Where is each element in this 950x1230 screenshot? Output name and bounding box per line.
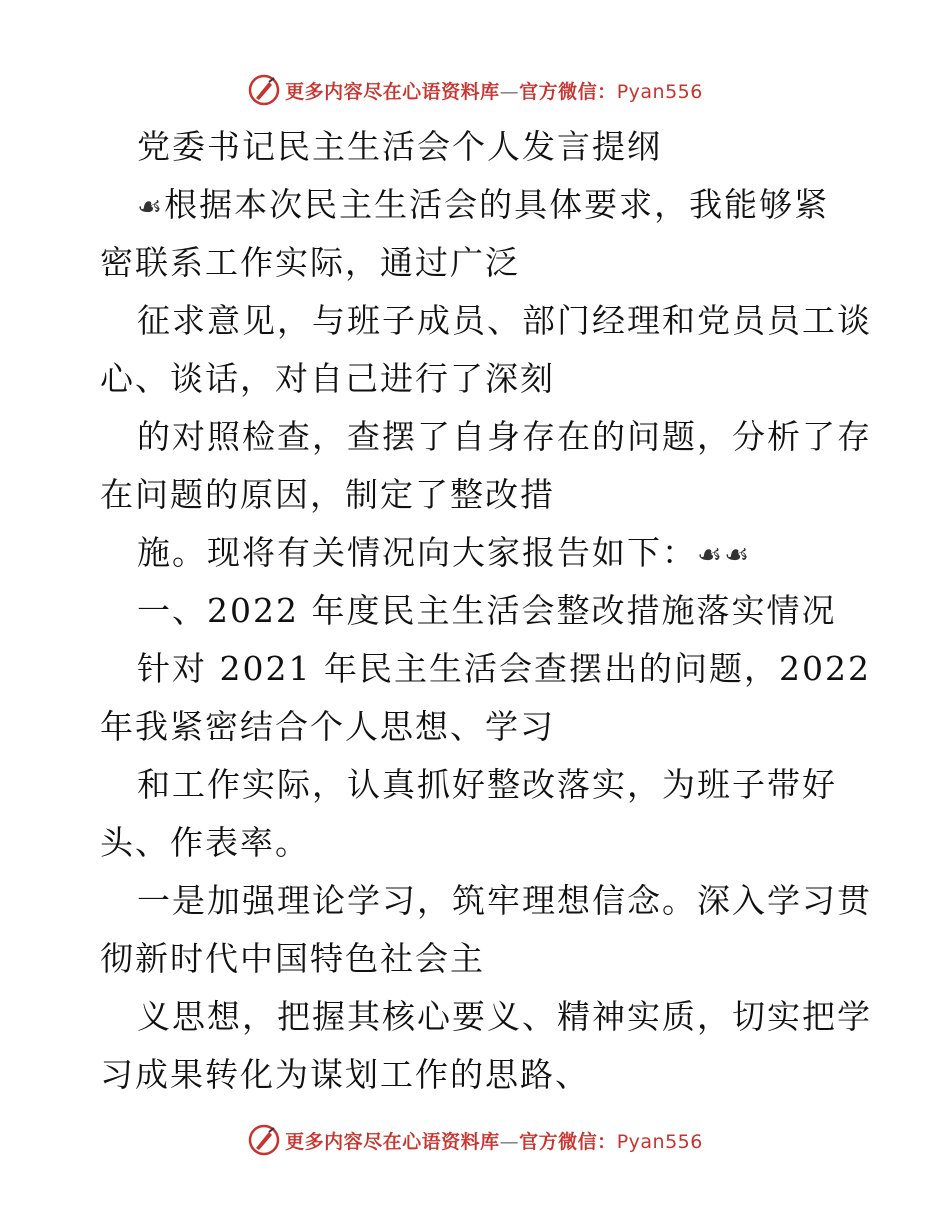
text-line: 义思想，把握其核心要义、精神实质，切实把学 [137, 997, 872, 1036]
watermark-text: 更多内容尽在心语资料库—官方微信：Pyan556 [285, 80, 703, 103]
watermark-text: 更多内容尽在心语资料库—官方微信：Pyan556 [285, 1130, 703, 1153]
text-line: 密联系工作实际，通过广泛 [100, 243, 520, 282]
text-line: 针对 2021 年民主生活会查摆出的问题，2022 [137, 649, 871, 688]
document-body [100, 118, 872, 1104]
text-line: 征求意见，与班子成员、部门经理和党员员工谈 [137, 301, 872, 340]
text-line: 施。现将有关情况向大家报告如下：☙☙ [137, 533, 752, 572]
text-line: 的对照检查，查摆了自身存在的问题，分析了存 [137, 417, 872, 456]
text-line: 心、谈话，对自己进行了深刻 [100, 359, 555, 398]
section-heading: 一、2022 年度民主生活会整改措施落实情况 [137, 591, 837, 630]
ornament-flourish-icon: ☙ [137, 190, 165, 223]
page-title: 党委书记民主生活会个人发言提纲 [137, 127, 662, 166]
watermark-footer [0, 1120, 950, 1160]
text-line: 和工作实际，认真抓好整改落实，为班子带好 [137, 765, 837, 804]
text-line: 一是加强理论学习，筑牢理想信念。深入学习贯 [137, 881, 872, 920]
watermark-header [0, 70, 950, 110]
ornament-flourish-icon: ☙☙ [697, 538, 752, 571]
feather-pen-logo-icon [247, 73, 281, 107]
text-line: ☙根据本次民主生活会的具体要求，我能够紧 [137, 185, 830, 224]
text-line: 头、作表率。 [100, 823, 310, 862]
text-line: 习成果转化为谋划工作的思路、 [100, 1055, 590, 1094]
feather-pen-logo-icon [247, 1123, 281, 1157]
text-line: 彻新时代中国特色社会主 [100, 939, 485, 978]
text-line: 年我紧密结合个人思想、学习 [100, 707, 555, 746]
text-line: 在问题的原因，制定了整改措 [100, 475, 555, 514]
